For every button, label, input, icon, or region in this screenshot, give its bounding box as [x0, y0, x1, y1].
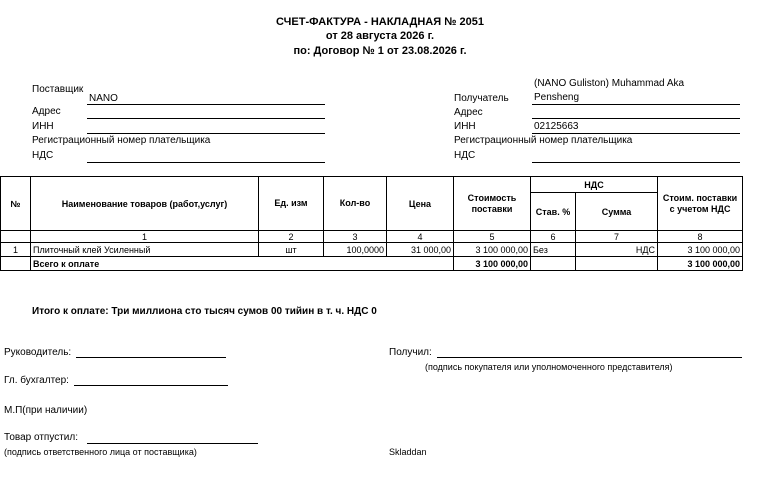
- header-vat-sum: Сумма: [576, 193, 658, 231]
- supplier-address-label: Адрес: [32, 106, 61, 117]
- released-signature-line: [87, 443, 258, 444]
- recipient-address-label: Адрес: [454, 107, 483, 118]
- recipient-inn: 02125663: [534, 121, 579, 132]
- supplier-regnum-label: Регистрационный номер плательщика: [32, 135, 211, 146]
- total-label: Всего к оплате: [31, 257, 454, 271]
- received-note: (подпись покупателя или уполномоченного представителя): [425, 362, 673, 372]
- row-price: 31 000,00: [387, 243, 454, 257]
- stamp-label: М.П(при наличии): [4, 405, 88, 416]
- row-vat-rate: Без: [531, 243, 576, 257]
- received-label: Получил:: [389, 347, 432, 358]
- total-empty: [531, 257, 576, 271]
- document-title: СЧЕТ-ФАКТУРА - НАКЛАДНАЯ № 2051: [276, 16, 484, 28]
- row-name: Плиточный клей Усиленный: [31, 243, 259, 257]
- total-row: [1, 257, 743, 271]
- supplier-address-line: [87, 118, 325, 119]
- total-empty: [576, 257, 658, 271]
- column-number: 2: [259, 231, 324, 243]
- row-num: 1: [1, 243, 31, 257]
- supplier-inn-line: [87, 133, 325, 134]
- released-label: Товар отпустил:: [4, 432, 78, 443]
- goods-table: [0, 176, 743, 271]
- accountant-signature-line: [74, 385, 228, 386]
- row-total: 3 100 000,00: [658, 243, 743, 257]
- column-number: 7: [576, 231, 658, 243]
- recipient-inn-line: [532, 133, 740, 134]
- supplier-vat-line: [87, 162, 325, 163]
- total-cost: 3 100 000,00: [454, 257, 531, 271]
- recipient-name-line1: (NANO Guliston) Muhammad Aka: [534, 78, 685, 89]
- column-number: 6: [531, 231, 576, 243]
- recipient-vat-line: [532, 162, 740, 163]
- table-header-row: [1, 177, 743, 193]
- supplier-vat-label: НДС: [32, 150, 54, 161]
- header-cost: Стоимость поставки: [454, 177, 531, 231]
- header-total: Стоим. поставки с учетом НДС: [658, 177, 743, 231]
- document-contract: по: Договор № 1 от 23.08.2026 г.: [293, 45, 467, 57]
- header-price: Цена: [387, 177, 454, 231]
- recipient-regnum-label: Регистрационный номер плательщика: [454, 135, 633, 146]
- document-date: от 28 августа 2026 г.: [325, 30, 435, 42]
- total-empty: [1, 257, 31, 271]
- column-number: 3: [324, 231, 387, 243]
- recipient-label: Получатель: [454, 93, 509, 104]
- supplier-inn-label: ИНН: [32, 121, 54, 132]
- recipient-vat-label: НДС: [454, 150, 476, 161]
- header-vat-rate: Став. %: [531, 193, 576, 231]
- recipient-inn-label: ИНН: [454, 121, 476, 132]
- accountant-label: Гл. бухгалтер:: [4, 375, 69, 386]
- column-number: [1, 231, 31, 243]
- header-vat-group: НДС: [531, 177, 658, 193]
- director-label: Руководитель:: [4, 347, 72, 358]
- released-note: (подпись ответственного лица от поставщика): [4, 447, 197, 457]
- column-number: 1: [31, 231, 259, 243]
- row-cost: 3 100 000,00: [454, 243, 531, 257]
- header-num: №: [1, 177, 31, 231]
- row-vat-sum: НДС: [576, 243, 658, 257]
- header-unit: Ед. изм: [259, 177, 324, 231]
- received-by: Skladdan: [389, 447, 427, 457]
- column-number: 8: [658, 231, 743, 243]
- column-number: 5: [454, 231, 531, 243]
- total-sum: 3 100 000,00: [658, 257, 743, 271]
- recipient-address-line: [532, 118, 740, 119]
- header-qty: Кол-во: [324, 177, 387, 231]
- supplier-name-line: [87, 104, 325, 105]
- row-unit: шт: [259, 243, 324, 257]
- supplier-name: NANO: [89, 93, 118, 104]
- row-qty: 100,0000: [324, 243, 387, 257]
- recipient-name-line: [532, 104, 740, 105]
- payment-summary: Итого к оплате: Три миллиона сто тысяч сумов 00 тийин в т. ч. НДС 0: [32, 306, 377, 317]
- supplier-label: Поставщик: [32, 84, 84, 95]
- received-signature-line: [437, 357, 742, 358]
- table-row: [1, 243, 743, 257]
- director-signature-line: [76, 357, 226, 358]
- recipient-name-line2: Pensheng: [534, 92, 580, 103]
- column-number-row: [1, 231, 743, 243]
- column-number: 4: [387, 231, 454, 243]
- header-name: Наименование товаров (работ,услуг): [31, 177, 259, 231]
